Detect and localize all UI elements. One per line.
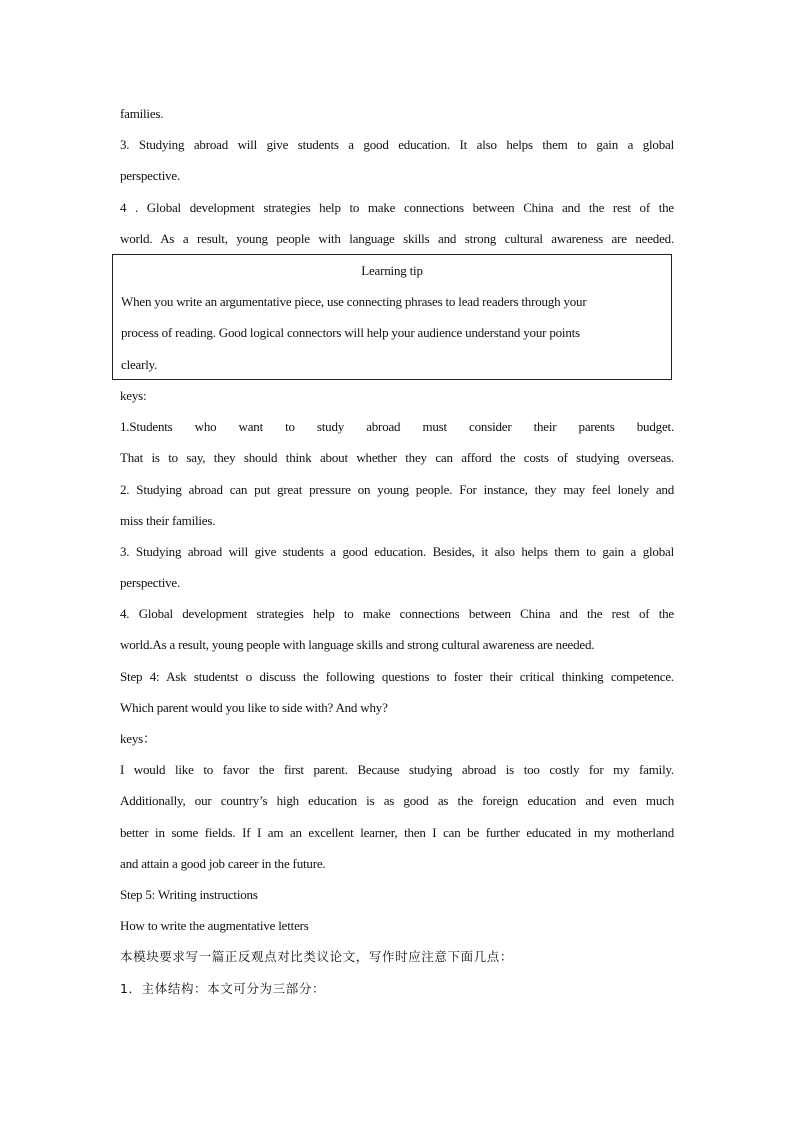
keys-label: keys： (120, 731, 156, 746)
learning-tip-title: Learning tip (361, 262, 423, 278)
learning-tip-line: clearly. (121, 356, 158, 372)
learning-tip-line: process of reading. Good logical connectors will help your audience understand your points (121, 325, 580, 341)
key-answer-line: I would like to favor the first parent. Because studying abroad is too costly for my family. (120, 762, 674, 778)
document-body (120, 98, 674, 1004)
chinese-instruction: 本模块要求写一篇正反观点对比类议论文，写作时应注意下面几点： (120, 949, 514, 965)
step4-instruction: Step 4: Ask studentst o discuss the following questions to foster their critical thinking competence. (120, 668, 674, 684)
learning-tip-box (112, 254, 672, 380)
key-answer-line: 4. Global development strategies help to make connections between China and the rest of the (120, 606, 674, 622)
key-answer-line: and attain a good job career in the future. (120, 855, 326, 871)
key-answer-line: 2. Studying abroad can put great pressure on young people. For instance, they may feel lonely and (120, 481, 674, 497)
paragraph-line: perspective. (120, 168, 181, 184)
learning-tip-line: When you write an argumentative piece, use connecting phrases to lead readers through your (121, 294, 587, 310)
key-answer-line: miss their families. (120, 512, 216, 528)
paragraph-line: 4 . Global development strategies help to make connections between China and the rest of the (120, 199, 674, 215)
key-answer-line: 1.Students who want to study abroad must consider their parents budget. (120, 419, 674, 435)
key-answer-line: world.As a result, young people with language skills and strong cultural awareness are needed. (120, 637, 595, 653)
paragraph-line: families. (120, 106, 164, 121)
paragraph-line: world. As a result, young people with language skills and strong cultural awareness are needed. (120, 230, 674, 246)
key-answer-line: Additionally, our country’s high education is as good as the foreign education and even much (120, 793, 674, 809)
paragraph-line: 3. Studying abroad will give students a good education. It also helps them to gain a global (120, 137, 674, 153)
key-answer-line: better in some fields. If I am an excellent learner, then I can be further educated in my motherland (120, 824, 674, 840)
keys-label: keys: (120, 387, 147, 403)
chinese-structure-heading: 1．主体结构：本文可分为三部分： (120, 980, 326, 996)
key-answer-line: That is to say, they should think about whether they can afford the costs of studying overseas. (120, 450, 674, 466)
step5-subtitle: How to write the augmentative letters (120, 918, 309, 934)
step5-title: Step 5: Writing instructions (120, 886, 258, 902)
key-answer-line: perspective. (120, 575, 181, 591)
key-answer-line: 3. Studying abroad will give students a good education. Besides, it also helps them to gain a global (120, 543, 674, 559)
step4-question: Which parent would you like to side with? And why? (120, 699, 388, 715)
